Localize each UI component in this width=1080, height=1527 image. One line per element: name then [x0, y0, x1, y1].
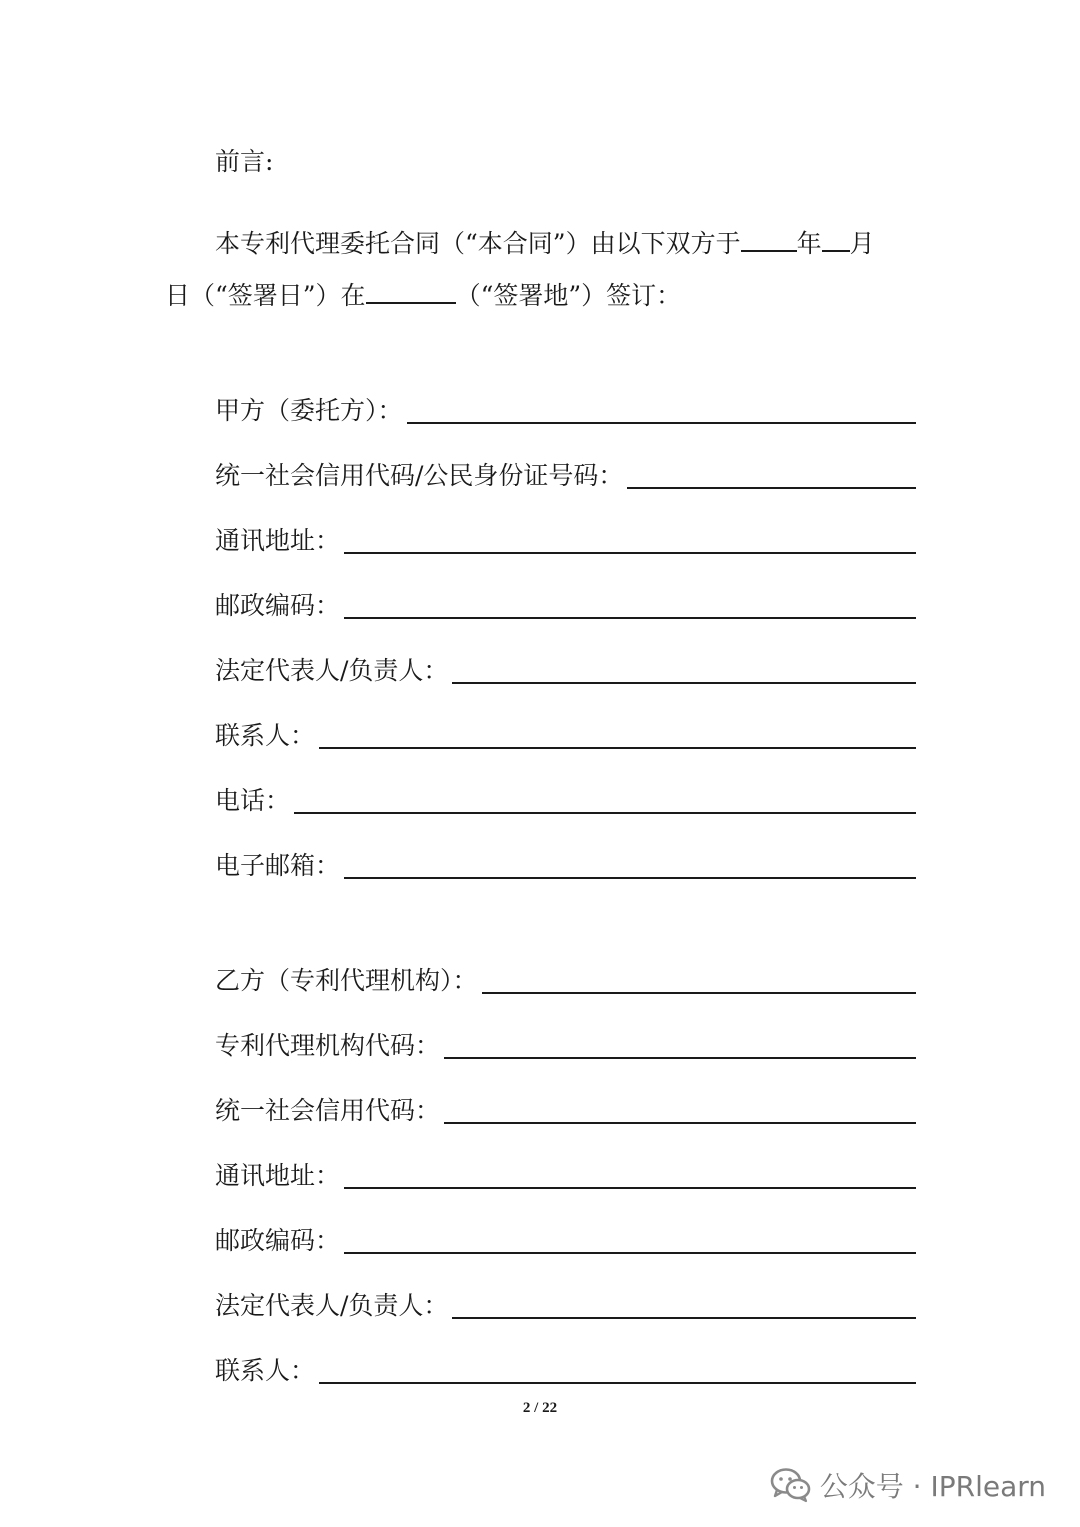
party-a-name-field — [215, 392, 916, 426]
fill-blank — [319, 1354, 916, 1384]
preface-intro-line1 — [215, 226, 875, 260]
field-label: 邮政编码： — [215, 1226, 341, 1255]
preface-month-label: 月 — [849, 229, 875, 258]
field-label: 乙方（专利代理机构）： — [215, 966, 478, 995]
fill-blank — [344, 589, 916, 619]
field-label: 邮政编码： — [215, 591, 341, 620]
party-a-email-field — [215, 847, 916, 881]
wechat-icon — [770, 1467, 812, 1503]
party-b-address-field — [215, 1157, 916, 1191]
sign-place-blank — [366, 278, 456, 304]
fill-blank — [344, 849, 916, 879]
preface-intro-text-b: 日（“签署日”）在 — [165, 281, 366, 310]
field-label: 法定代表人/负责人： — [215, 1291, 449, 1320]
fill-blank — [319, 719, 916, 749]
party-b-representative-field — [215, 1287, 916, 1321]
party-a-phone-field — [215, 782, 916, 816]
fill-blank — [294, 784, 916, 814]
fill-blank — [344, 1224, 916, 1254]
field-label: 电话： — [215, 786, 291, 815]
party-b-postcode-field — [215, 1222, 916, 1256]
field-label: 联系人： — [215, 1356, 316, 1385]
field-label: 甲方（委托方）： — [215, 396, 403, 425]
page-number: 2 / 22 — [522, 1400, 558, 1416]
field-label: 通讯地址： — [215, 1161, 341, 1190]
party-a-representative-field — [215, 652, 916, 686]
party-a-address-field — [215, 522, 916, 556]
watermark-text: 公众号 · IPRlearn — [819, 1470, 1046, 1503]
preface-intro-line2 — [165, 278, 681, 312]
sign-month-blank — [822, 226, 850, 252]
party-a-credit-code-field — [215, 457, 916, 491]
watermark — [770, 1463, 1046, 1507]
fill-blank — [344, 1159, 916, 1189]
field-label: 统一社会信用代码/公民身份证号码： — [215, 461, 624, 490]
fill-blank — [444, 1029, 916, 1059]
field-label: 法定代表人/负责人： — [215, 656, 449, 685]
party-b-credit-code-field — [215, 1092, 916, 1126]
field-label: 联系人： — [215, 721, 316, 750]
party-a-contact-field — [215, 717, 916, 751]
party-b-agency-code-field — [215, 1027, 916, 1061]
fill-blank — [452, 1289, 916, 1319]
fill-blank — [482, 964, 916, 994]
field-label: 专利代理机构代码： — [215, 1031, 441, 1060]
sign-year-blank — [741, 226, 797, 252]
party-a-postcode-field — [215, 587, 916, 621]
fill-blank — [344, 524, 916, 554]
fill-blank — [444, 1094, 916, 1124]
preface-heading: 前言: — [215, 147, 274, 176]
preface-intro-text-a: 本专利代理委托合同（“本合同”）由以下双方于 — [215, 229, 741, 258]
field-label: 通讯地址： — [215, 526, 341, 555]
field-label: 电子邮箱： — [215, 851, 341, 880]
fill-blank — [407, 394, 916, 424]
field-label: 统一社会信用代码： — [215, 1096, 441, 1125]
party-b-name-field — [215, 962, 916, 996]
fill-blank — [627, 459, 916, 489]
fill-blank — [452, 654, 916, 684]
preface-year-label: 年 — [796, 229, 822, 258]
preface-intro-text-c: （“签署地”）签订： — [455, 281, 682, 310]
party-b-contact-field — [215, 1352, 916, 1386]
